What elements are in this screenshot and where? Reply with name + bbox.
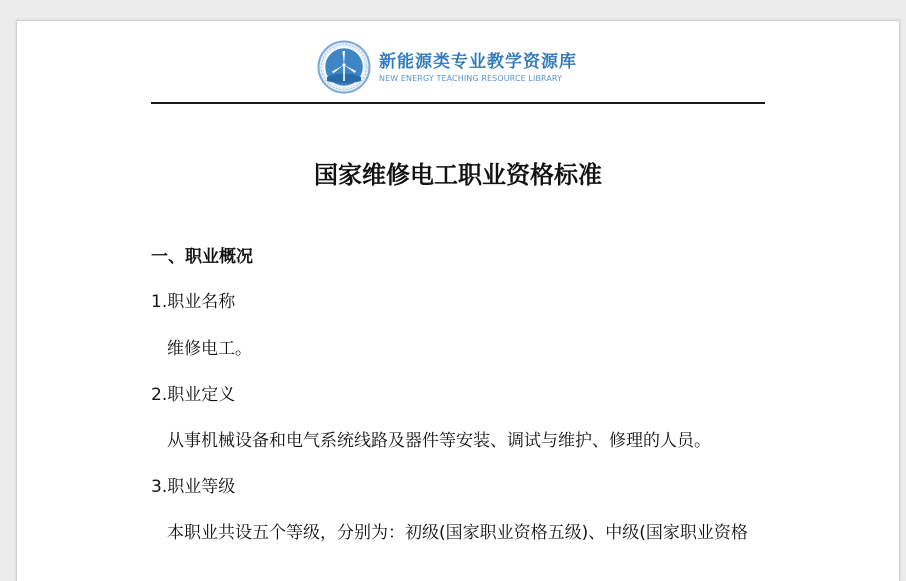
page-header: [317, 39, 577, 95]
document-page: [16, 20, 900, 581]
paragraph-occupation-name: 维修电工。: [167, 339, 252, 359]
section-heading: 一、职业概况: [151, 247, 253, 267]
brand-name-en: NEW ENERGY TEACHING RESOURCE LIBRARY: [379, 73, 563, 83]
paragraph-occupation-levels: 本职业共设五个等级，分别为：初级(国家职业资格五级)、中级(国家职业资格: [167, 523, 748, 543]
paragraph-occupation-definition: 从事机械设备和电气系统线路及器件等安装、调试与维护、修理的人员。: [167, 431, 711, 451]
header-divider: [151, 102, 765, 104]
document-title: 国家维修电工职业资格标准: [314, 161, 602, 189]
subheading-occupation-levels: 3.职业等级: [151, 477, 236, 497]
brand-name-cn: 新能源类专业教学资源库: [379, 51, 577, 72]
subheading-occupation-definition: 2.职业定义: [151, 385, 236, 405]
subheading-occupation-name: 1.职业名称: [151, 292, 236, 312]
wind-turbine-logo-icon: [317, 40, 371, 94]
brand-block: [379, 51, 577, 84]
